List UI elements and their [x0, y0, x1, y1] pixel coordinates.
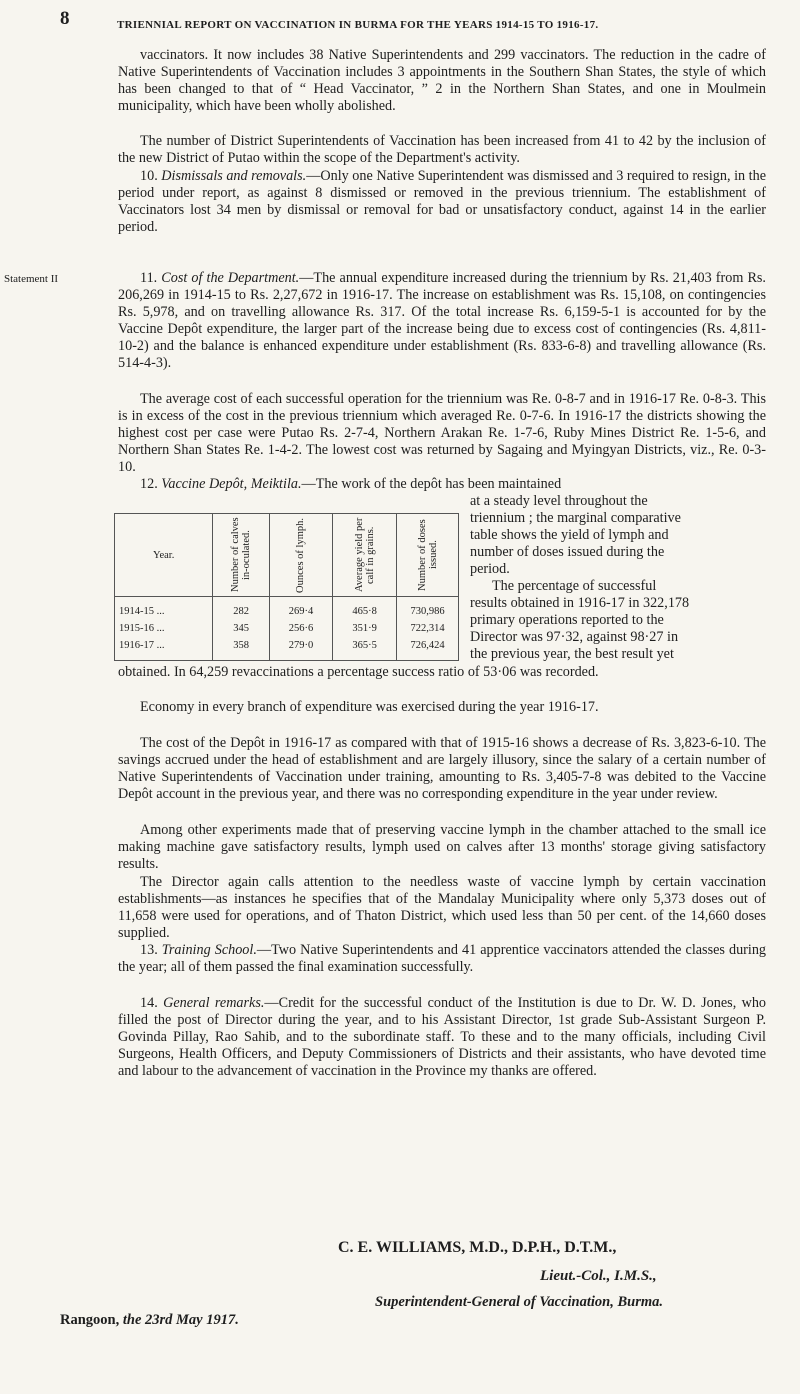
section-12-heading: Vaccine Depôt, Meiktila.: [161, 476, 302, 492]
paragraph-cadre: vaccinators. It now includes 38 Native Superintendents and 299 vaccinators. The reduction in the cadre of Native Superintendents of Vaccination includes 3 appointments in the Southern Shan States, the style of which has been changed to that of “ Head Vaccinator, ” 2 in the Northern Shan States, and one in Moulmein municipality, which have been wholly abolished.: [118, 47, 766, 114]
paragraph-revaccination: obtained. In 64,259 revaccinations a percentage success ratio of 53·06 was recorded.: [118, 664, 599, 680]
paragraph-average-cost: The average cost of each successful operation for the triennium was Re. 0-8-7 and in 1916-17 Re. 0-8-3. This is in excess of the cost in the previous triennium which averaged Re. 0-7-6. In 1916-17 the districts showing the highest cost per case were Putao Rs. 2-7-4, Northern Arakan Re. 1-7-6, Ruby Mines District Re. 1-5-6, and Northern Shan States Re. 1-4-2. The lowest cost was returned by Sagaing and Myingyan Districts, viz., Re. 0-3-10.: [118, 391, 766, 475]
place-date: Rangoon, the 23rd May 1917.: [60, 1312, 239, 1328]
section-14-general-remarks: 14. General remarks.—Credit for the successful conduct of the Institution is due to Dr. W. D. Jones, who filled the post of Director during the year, and to his Assistant Director, 1st grade Sub-Assistant Surgeon P. Govinda Pillay, Rao Sahib, and to the subordinate staff. To these and to the many officials, including Civil Surgeons, Health Officers, and Deputy Commissioners of Districts and their assistants, who have devoted time and labour to the advancement of vaccination in the Province my thanks are offered.: [118, 995, 767, 1079]
section-11-heading: Cost of the Department.: [161, 270, 300, 286]
lymph-yield-table: [114, 513, 459, 661]
table-header-year: Year.: [115, 514, 213, 597]
paragraph-lymph-waste: The Director again calls attention to the needless waste of vaccine lymph by certain vaccination establishments—as instances he specifies that of the Mandalay Municipality where only 5,373 doses out of 11,658 were used for operations, and of Thaton District, which used less than 50 per cent. of the 14,660 doses supplied.: [118, 874, 766, 941]
section-13-heading: Training School.: [161, 942, 257, 958]
table-row: 1914-15 ... 282 269·4 465·8 730,986: [115, 597, 459, 621]
page-number: 8: [60, 8, 70, 29]
margin-note-statement: Statement II: [4, 273, 59, 285]
table-row: 1915-16 ... 345 256·6 351·9 722,314: [115, 620, 459, 637]
table-header-calves: Number of calves in-oculated.: [230, 517, 253, 593]
table-header-doses: Number of doses issued.: [416, 519, 439, 591]
section-10-heading: Dismissals and removals.: [161, 168, 307, 184]
paragraph-experiments: Among other experiments made that of preserving vaccine lymph in the chamber attached to the small ice making machine gave satisfactory results, lymph used on calves after 13 months' storage giving satisfactory results.: [118, 822, 766, 872]
section-13-training-school: 13. Training School.—Two Native Superintendents and 41 apprentice vaccinators attended the classes during the year; all of them passed the final examination successfully.: [118, 942, 767, 975]
paragraph-economy: Economy in every branch of expenditure was exercised during the year 1916-17.: [140, 699, 599, 715]
section-10-dismissals: 10. Dismissals and removals.—Only one Native Superintendent was dismissed and 3 required to resign, in the period under report, as against 8 dismissed or removed in the previous triennium. The establishment of Vaccinators lost 34 men by dismissal or removal for bad or unsatisfactory conduct, against 14 in the earlier period.: [118, 168, 767, 235]
paragraph-district-superintendents: The number of District Superintendents of Vaccination has been increased from 41 to 42 by the inclusion of the new District of Putao within the scope of the Department's activity.: [118, 133, 766, 166]
running-title: TRIENNIAL REPORT ON VACCINATION IN BURMA FOR THE YEARS 1914-15 TO 1916-17.: [117, 19, 599, 31]
table-header-ounces: Ounces of lymph.: [295, 517, 307, 593]
paragraph-depot-cost: The cost of the Depôt in 1916-17 as compared with that of 1915-16 shows a decrease of Rs. 3,823-6-10. The savings accrued under the head of establishment and are largely illusory, since the salary of a certain number of Native Superintendents of Vaccination under training, amounting to Rs. 3,405-7-8 was debited to the Vaccine Depôt account in the previous year, and there was no corresponding expenditure in the year under review.: [118, 735, 766, 802]
signature-title: Superintendent-General of Vaccination, Burma.: [375, 1294, 664, 1310]
section-11-cost: 11. Cost of the Department.—The annual expenditure increased during the triennium by Rs. 21,403 from Rs. 206,269 in 1914-15 to Rs. 2,27,672 in 1916-17. The increase on establishment was Rs. 15,108, on contingencies Rs. 5,978, and on travelling allowance Rs. 317. Of the total increase Rs. 6,159-5-1 is accounted for by the Vaccine Depôt expenditure, the larger part of the increase being due to excess cost of contingencies (Rs. 4,811-10-2) and the balance is enhanced expenditure under establishment (Rs. 833-6-8) and travelling allowance (Rs. 514-4-3).: [118, 270, 766, 371]
signature-name: C. E. WILLIAMS, M.D., D.P.H., D.T.M.,: [338, 1239, 617, 1256]
section-14-heading: General remarks.: [163, 995, 265, 1011]
table-row: 1916-17 ... 358 279·0 365·5 726,424: [115, 637, 459, 661]
section-12-side-text: at a steady level throughout the triennium ; the marginal comparative table shows the yield of lymph and number of doses issued during the period. The percentage of successful results obtained in 1916-17 in 322,178 primary operations reported to the Director was 97·32, against 98·27 in the previous year, the best result yet: [470, 493, 690, 662]
table-header-average-yield: Average yield per calf in grains.: [353, 517, 376, 593]
signature-rank: Lieut.-Col., I.M.S.,: [540, 1268, 657, 1284]
section-12-vaccine-depot: 12. Vaccine Depôt, Meiktila.—The work of the depôt has been maintained: [140, 476, 562, 492]
